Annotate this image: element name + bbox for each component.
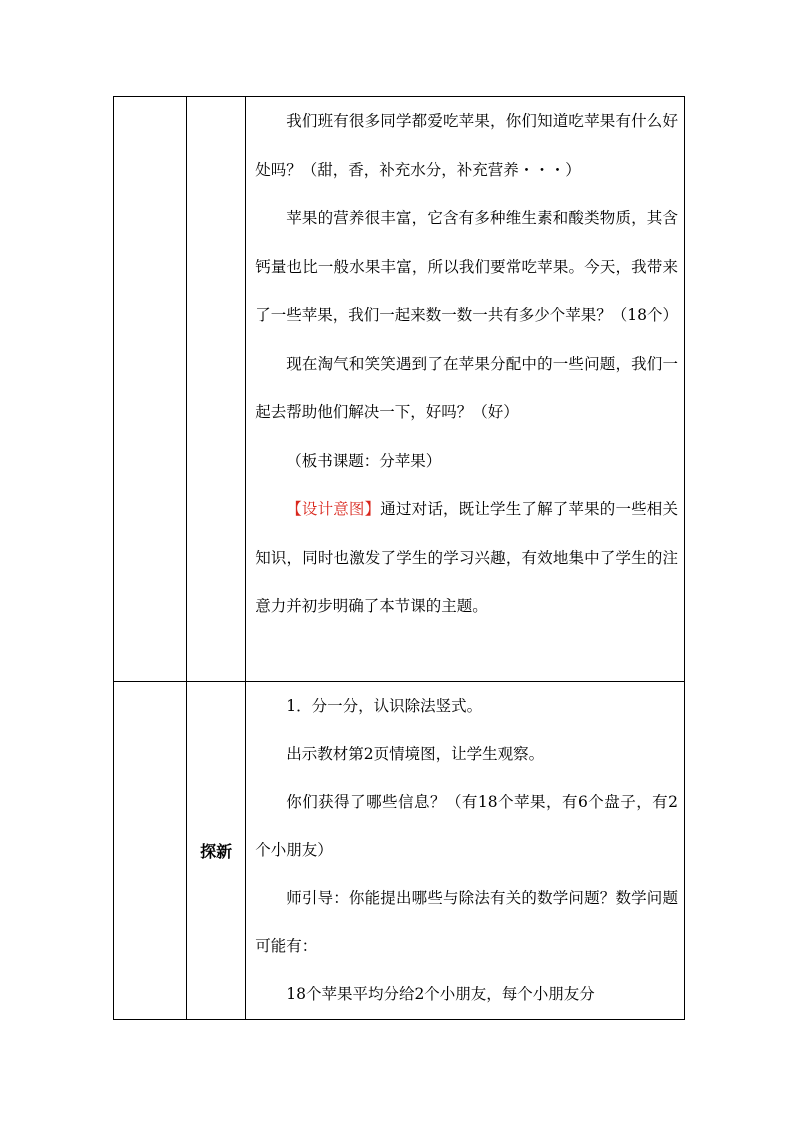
explore-content <box>255 682 678 1018</box>
stage-cell <box>114 97 187 682</box>
intro-paragraph-1: 我们班有很多同学都爱吃苹果，你们知道吃苹果有什么好处吗？（甜，香，补充水分，补充营养・・・） <box>255 112 678 179</box>
intro-row <box>114 97 685 682</box>
explore-paragraph-2: 你们获得了哪些信息？（有18个苹果，有6个盘子，有2个小朋友） <box>255 793 678 859</box>
lesson-plan-table <box>113 96 685 1020</box>
explore-row <box>114 682 685 1020</box>
intro-paragraph-3: 现在淘气和笑笑遇到了在苹果分配中的一些问题，我们一起去帮助他们解决一下，好吗？（好） <box>255 354 678 421</box>
explore-content-cell <box>246 682 685 1020</box>
intro-paragraph-2: 苹果的营养很丰富，它含有多种维生素和酸类物质，其含钙量也比一般水果丰富，所以我们要常吃苹果。今天，我带来了一些苹果，我们一起来数一数一共有多少个苹果？（18个） <box>255 209 678 324</box>
design-intent-label: 【设计意图】 <box>286 500 381 518</box>
explore-step-heading: 1．分一分，认识除法竖式。 <box>286 697 483 715</box>
stage-cell-continued <box>114 682 187 1020</box>
intro-label-cell <box>187 97 246 682</box>
explore-paragraph-1: 出示教材第2页情境图，让学生观察。 <box>286 745 545 763</box>
intro-content <box>255 97 678 631</box>
board-title-note: （板书课题：分苹果） <box>286 451 442 470</box>
design-intent-paragraph <box>255 485 678 631</box>
design-intent-text: 通过对话，既让学生了解了苹果的一些相关知识，同时也激发了学生的学习兴趣，有效地集中了学生的注意力并初步明确了本节课的主题。 <box>255 500 678 615</box>
explore-paragraph-3: 师引导：你能提出哪些与除法有关的数学问题？数学问题可能有： <box>255 889 678 955</box>
explore-label: 探新 <box>187 682 246 1020</box>
intro-content-cell <box>246 97 685 682</box>
explore-paragraph-4: 18个苹果平均分给2个小朋友，每个小朋友分 <box>286 985 595 1003</box>
